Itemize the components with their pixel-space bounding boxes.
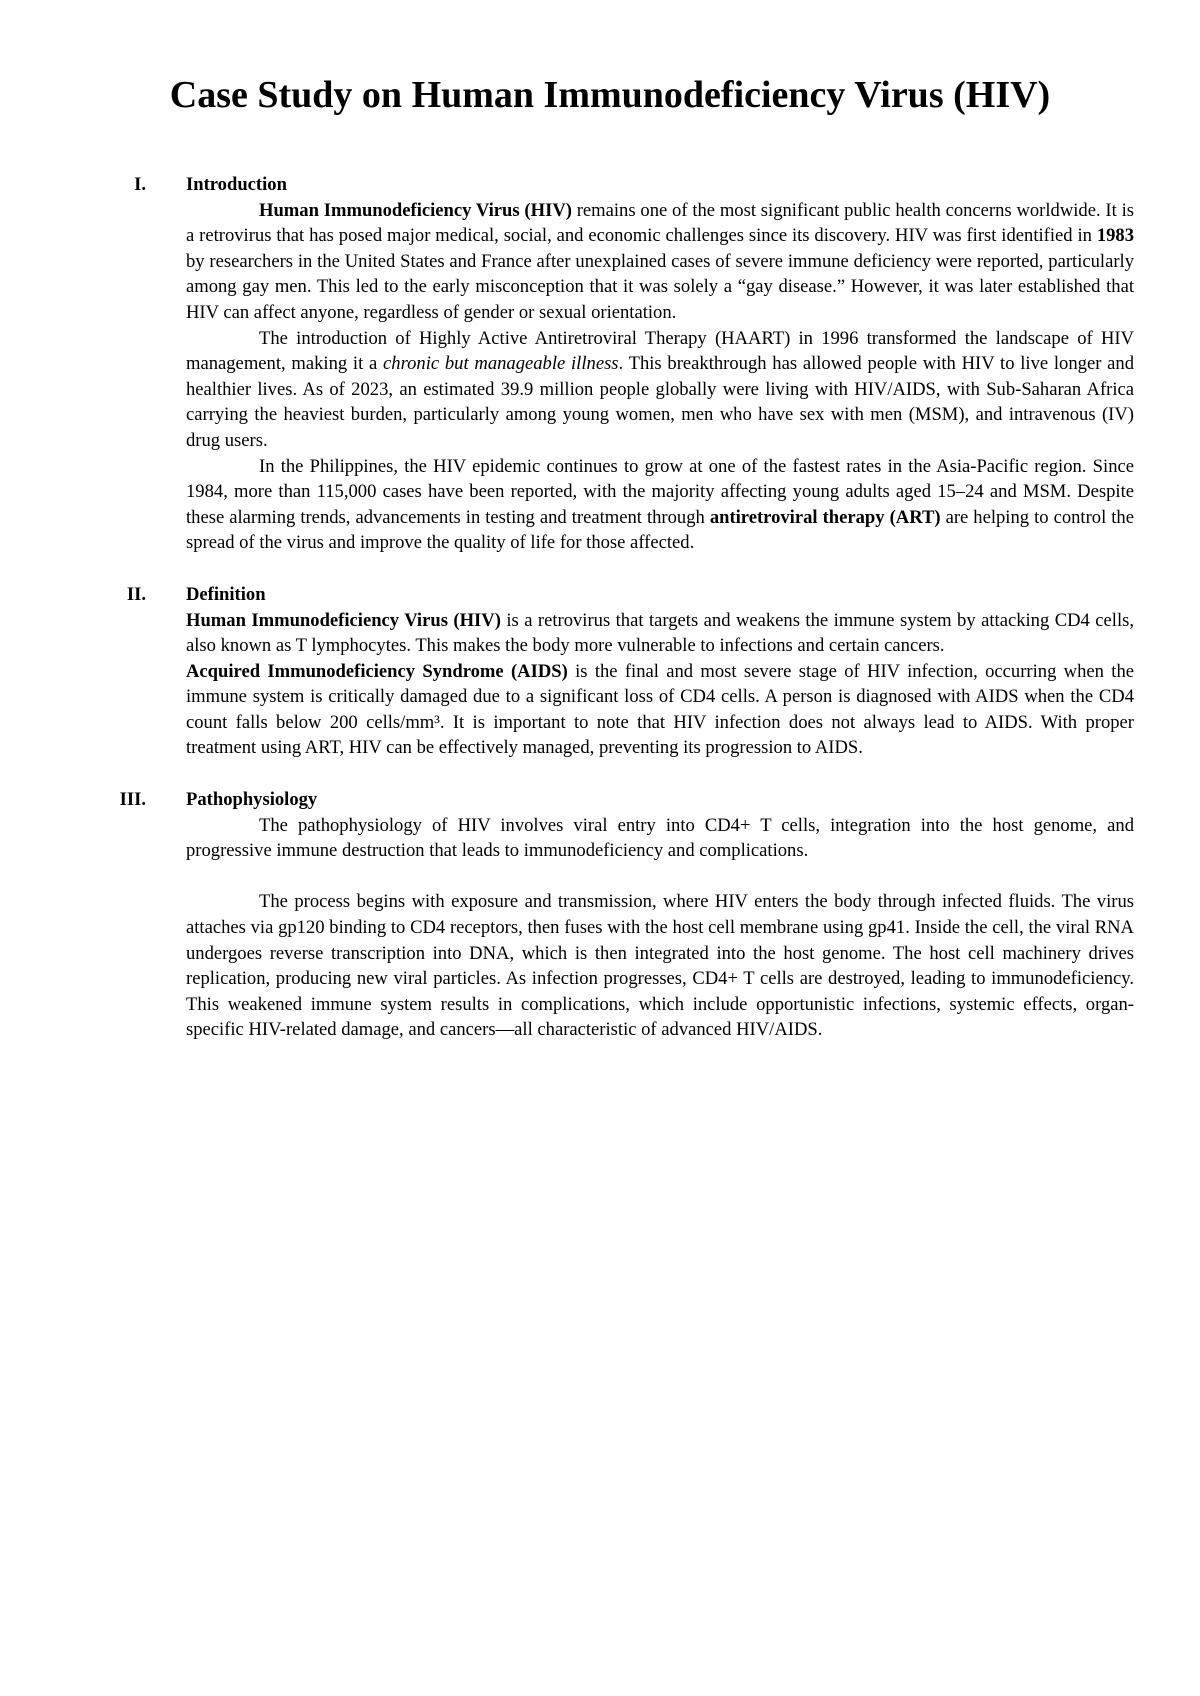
section-body [146, 608, 1134, 762]
section-number: I. [134, 174, 146, 195]
paragraph [186, 659, 1134, 761]
bold-term: Human Immunodeficiency Virus (HIV) [259, 199, 572, 221]
text-run: . This breakthrough has allowed people with HIV to live longer and healthier lives. As of 2023, an estimated 39.9 million people globally were living with HIV/AIDS, with Sub-Saharan Africa carrying the heaviest burden, particularly among young women, men who have sex with men (MSM), and intravenous (IV) drug users. [186, 353, 1134, 451]
text-run: In the Philippines, the HIV epidemic continues to grow at one of the fastest rates in the Asia-Pacific region. Since 1984, more than 115,000 cases have been reported, with the majority affecting young adults aged 15–24 and MSM. Despite these alarming trends, advancements in testing and treatment through [186, 455, 1134, 528]
section-pathophysiology [86, 787, 1134, 1043]
section-definition [86, 582, 1134, 761]
paragraph [186, 454, 1134, 556]
bold-term: Human Immunodeficiency Virus (HIV) [186, 609, 501, 631]
paragraph [186, 889, 1134, 1043]
text-run: is the final and most severe stage of HIV infection, occurring when the immune system is critically damaged due to a significant loss of CD4 cells. A person is diagnosed with AIDS when the CD4 count falls below 200 cells/mm³. It is important to note that HIV infection does not always lead to AIDS. With proper treatment using ART, HIV can be effectively managed, preventing its progression to AIDS. [186, 660, 1134, 759]
text-run: The pathophysiology of HIV involves viral entry into CD4+ T cells, integration into the host genome, and progressive immune destruction that leads to immunodeficiency and complications. [186, 814, 1134, 862]
section-title: Pathophysiology [186, 789, 318, 811]
section-number: III. [119, 789, 146, 811]
paragraph [186, 198, 1134, 326]
bold-term: Acquired Immunodeficiency Syndrome (AIDS) [186, 660, 568, 682]
page-title: Case Study on Human Immunodeficiency Virus (HIV) [169, 74, 1051, 116]
section-heading [86, 172, 1134, 198]
section-body [146, 198, 1134, 556]
section-heading [86, 582, 1134, 608]
text-run: is a retrovirus that targets and weakens the immune system by attacking CD4 cells, also known as T lymphocytes. This makes the body more vulnerable to infections and certain cancers. [186, 609, 1134, 657]
text-run: are helping to control the spread of the virus and improve the quality of life for those affected. [186, 506, 1134, 554]
paragraph-gap [186, 864, 1134, 890]
section-body [146, 813, 1134, 1043]
text-run: The process begins with exposure and transmission, where HIV enters the body through infected fluids. The virus attaches via gp120 binding to CD4 receptors, then fuses with the host cell membrane using gp41. Inside the cell, the viral RNA undergoes reverse transcription into DNA, which is then integrated into the host genome. The host cell machinery drives replication, producing new viral particles. As infection progresses, CD4+ T cells are destroyed, leading to immunodeficiency. This weakened immune system results in complications, which include opportunistic infections, systemic effects, organ-specific HIV-related damage, and cancers—all characteristic of advanced HIV/AIDS. [186, 891, 1134, 1041]
section-title: Definition [186, 583, 266, 605]
bold-term: 1983 [1096, 225, 1134, 247]
section-title: Introduction [186, 174, 287, 195]
text-run: by researchers in the United States and France after unexplained cases of severe immune deficiency were reported, particularly among gay men. This led to the early misconception that it was solely a “gay disease.” However, it was later established that HIV can affect anyone, regardless of gender or sexual orientation. [186, 250, 1134, 323]
text-run: remains one of the most significant public health concerns worldwide. It is a retrovirus that has posed major medical, social, and economic challenges since its discovery. HIV was first identified in [186, 199, 1134, 247]
section-number: II. [126, 583, 146, 605]
section-heading [86, 787, 1134, 813]
italic-term: chronic but manageable illness [383, 353, 619, 375]
section-introduction [86, 172, 1134, 556]
paragraph [186, 813, 1134, 864]
paragraph [186, 326, 1134, 454]
bold-term: antiretroviral therapy (ART) [709, 506, 941, 528]
text-run: The introduction of Highly Active Antiretroviral Therapy (HAART) in 1996 transformed the landscape of HIV management, making it a [186, 327, 1134, 375]
paragraph [186, 608, 1134, 659]
